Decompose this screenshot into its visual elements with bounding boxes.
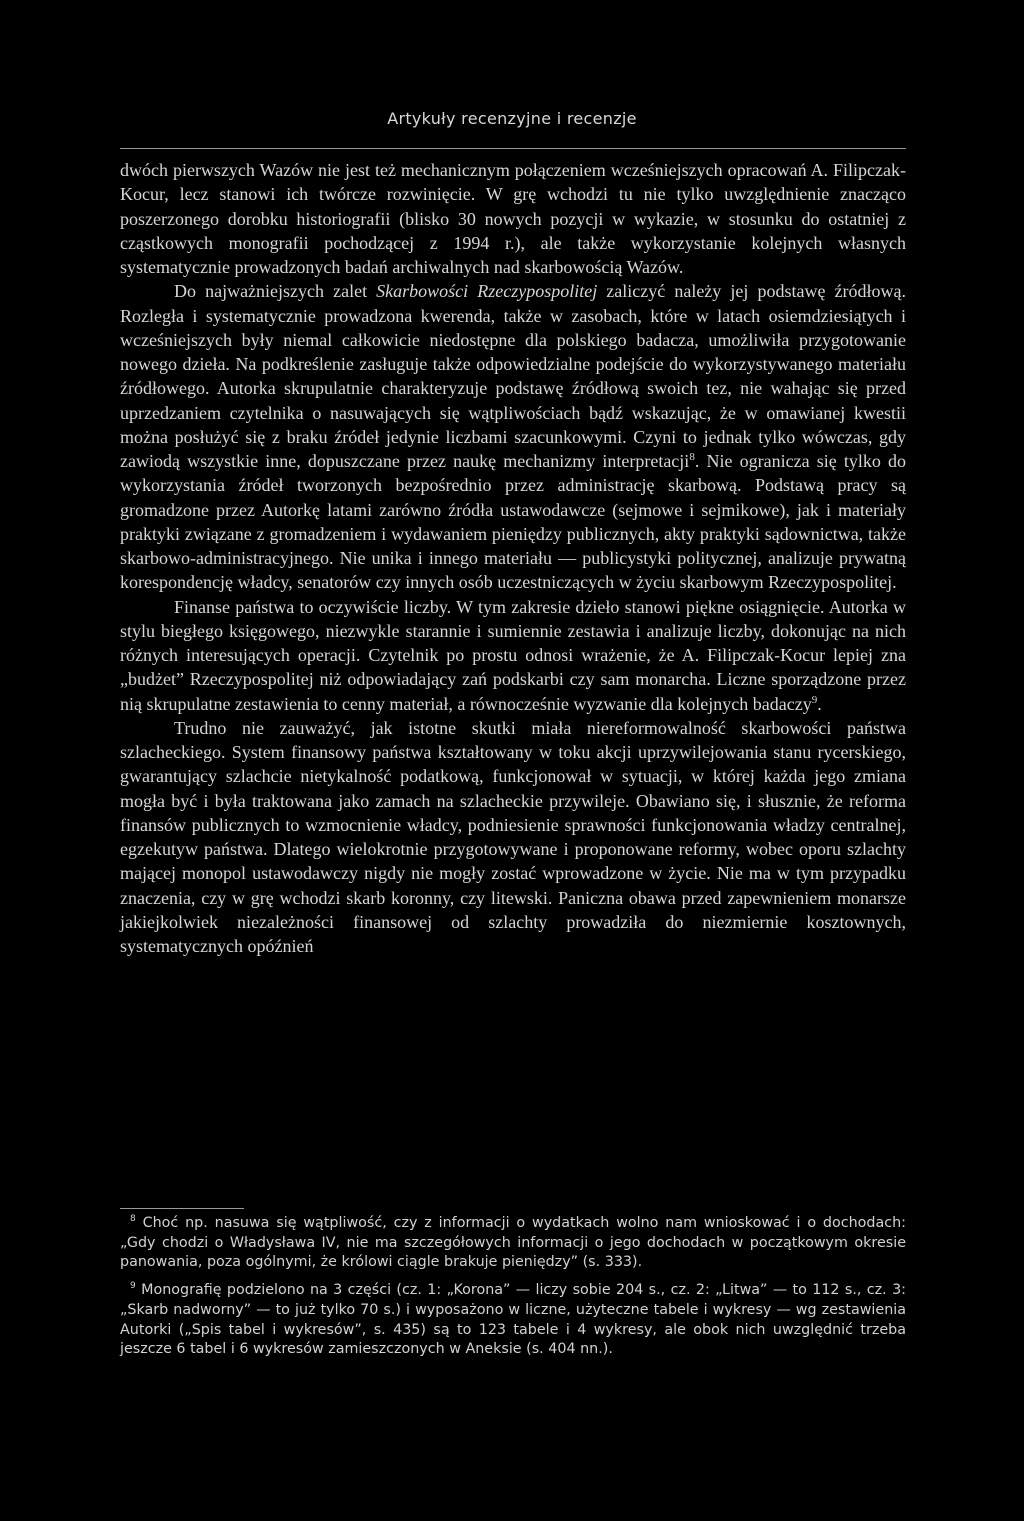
paragraph-2-text-b: . Nie ogranicza się tylko do wykorzystania źródeł tworzonych bezpośrednio przez administrację skarbową. Podstawą pracy są gromadzone przez Autorkę latami zarówno źródła ustawodawcze (sejmowe i sejmikowe), jak i materiały praktyki związane z gromadzeniem i wydawaniem pieniędzy publicznych, akty praktyki sądownictwa, także skarbowo-administracyjnego. Nie unika i innego materiału — publicystyki politycznej, analizuje prywatną korespondencję władcy, senatorów czy innych osób uczestniczących w życiu skarbowym Rzeczypospolitej. <box>120 451 906 593</box>
paragraph-4-text: Trudno nie zauważyć, jak istotne skutki miała niereformowalność skarbowości państwa szlacheckiego. System finansowy państwa kształtowany w toku akcji uprzywilejowania stanu rycerskiego, gwarantujący szlachcie nietykalność podatkową, funkcjonował w sytuacji, w której każda jego zmiana mogła być i była traktowana jako zamach na szlacheckie przywileje. Obawiano się, i słusznie, że reforma finansów publicznych to wzmocnienie władcy, podniesienie sprawności funkcjonowania władzy centralnej, egzekutyw państwa. Dlatego wielokrotnie przygotowywane i proponowane reformy, wobec oporu szlachty mającej monopol ustawodawczy nigdy nie mogły zostać wprowadzone w życie. Nie ma w tym przypadku znaczenia, czy w grę wchodzi skarb koronny, czy litewski. Paniczna obawa przed zapewnieniem monarsze jakiejkolwiek niezależności finansowej od szlachty prowadziła do niezmiernie kosztownych, systematycznych opóźnień <box>120 717 906 956</box>
footnote-number-9: 9 <box>130 1281 136 1292</box>
footnote-rule <box>120 1208 244 1209</box>
paragraph-3-text-a: Finanse państwa to oczywiście liczby. W tym zakresie dzieło stanowi piękne osiągnięcie. Autorka w stylu biegłego księgowego, niezwykle starannie i sumiennie zestawia i analizuje liczby, dokonując na nich różnych interesujących operacji. Czytelnik po prostu odnosi wrażenie, że A. Filipczak-Kocur lepiej zna „budżet” Rzeczypospolitej niż odpowiadający zań podskarbi czy sam monarcha. Liczne sporządzone przez nią skrupulatne zestawienia to cenny materiał, a równocześnie wyzwanie dla kolejnych badaczy <box>120 596 906 714</box>
footnote-number-8: 8 <box>130 1214 136 1225</box>
footnote-8 <box>120 1214 906 1273</box>
paragraph-2-text-a: zaliczyć należy jej podstawę źródłową. Rozległa i systematycznie prowadzona kwerenda, także w zasobach, które w latach osiemdziesiątych i wcześniejszych były niemal całkowicie niedostępne dla polskiego badacza, umożliwiła przygotowanie nowego dzieła. Na podkreślenie zasługuje także odpowiedzialne podejście do wykorzystywanego materiału źródłowego. Autorka skrupulatnie charakteryzuje podstawę źródłową swoich tez, nie wahając się przed uprzedzaniem czytelnika o nasuwających się wątpliwościach bądź wskazując, że w omawianej kwestii można posłużyć się z braku źródeł jedynie liczbami szacunkowymi. Czyni to jednak tylko wówczas, gdy zawiodą wszystkie inne, dopuszczane przez naukę mechanizmy interpretacji <box>120 281 906 471</box>
footnote-ref-8[interactable]: 8 <box>689 451 695 463</box>
paragraph-3-text-b: . <box>817 693 822 714</box>
book-title: Skarbowości Rzeczypospolitej <box>376 281 598 302</box>
header-rule <box>120 148 906 149</box>
paragraph-3 <box>120 595 906 716</box>
body-text <box>120 158 906 958</box>
paragraph-1 <box>120 158 906 279</box>
paragraph-2 <box>120 279 906 594</box>
footnote-ref-9[interactable]: 9 <box>811 693 818 706</box>
paragraph-2-lead: Do najważniejszych zalet <box>174 281 377 302</box>
running-header: Artykuły recenzyjne i recenzje <box>387 109 637 128</box>
footnote-text-8: Choć np. nasuwa się wątpliwość, czy z informacji o wydatkach wolno nam wnioskować i o dochodach: „Gdy chodzi o Władysława IV, nie ma szczegółowych informacji o jego dochodach w początkowym okresie panowania, poza ogólnymi, że królowi ciągle brakuje pieniędzy” (s. 333). <box>120 1215 906 1271</box>
paragraph-4 <box>120 716 906 959</box>
footnote-text-9: Monografię podzielono na 3 części (cz. 1: „Korona” — liczy sobie 204 s., cz. 2: „Litwa” — to 112 s., cz. 3: „Skarb nadworny” — to już tylko 70 s.) i wyposażono w liczne, użyteczne tabele i wykresy — wg zestawienia Autorki („Spis tabel i wykresów”, s. 435) są to 123 tabele i 4 wykresy, ale obok nich uwzględnić trzeba jeszcze 6 tabel i 6 wykresów zamieszczonych w Aneksie (s. 404 nn.). <box>120 1282 906 1358</box>
footnote-9 <box>120 1281 906 1360</box>
paragraph-1-text: dwóch pierwszych Wazów nie jest też mechanicznym połączeniem wcześniejszych opracowań A. Filipczak-Kocur, lecz stanowi ich twórcze rozwinięcie. W grę wchodzi tu nie tylko uwzględnienie znacząco poszerzonego dorobku historiografii (blisko 30 nowych pozycji w wykazie, w stosunku do ostatniej z cząstkowych monografii pochodzącej z 1994 r.), ale także wykorzystanie kolejnych własnych systematycznie prowadzonych badań archiwalnych nad skarbowością Wazów. <box>120 160 906 277</box>
footnotes <box>120 1214 906 1368</box>
